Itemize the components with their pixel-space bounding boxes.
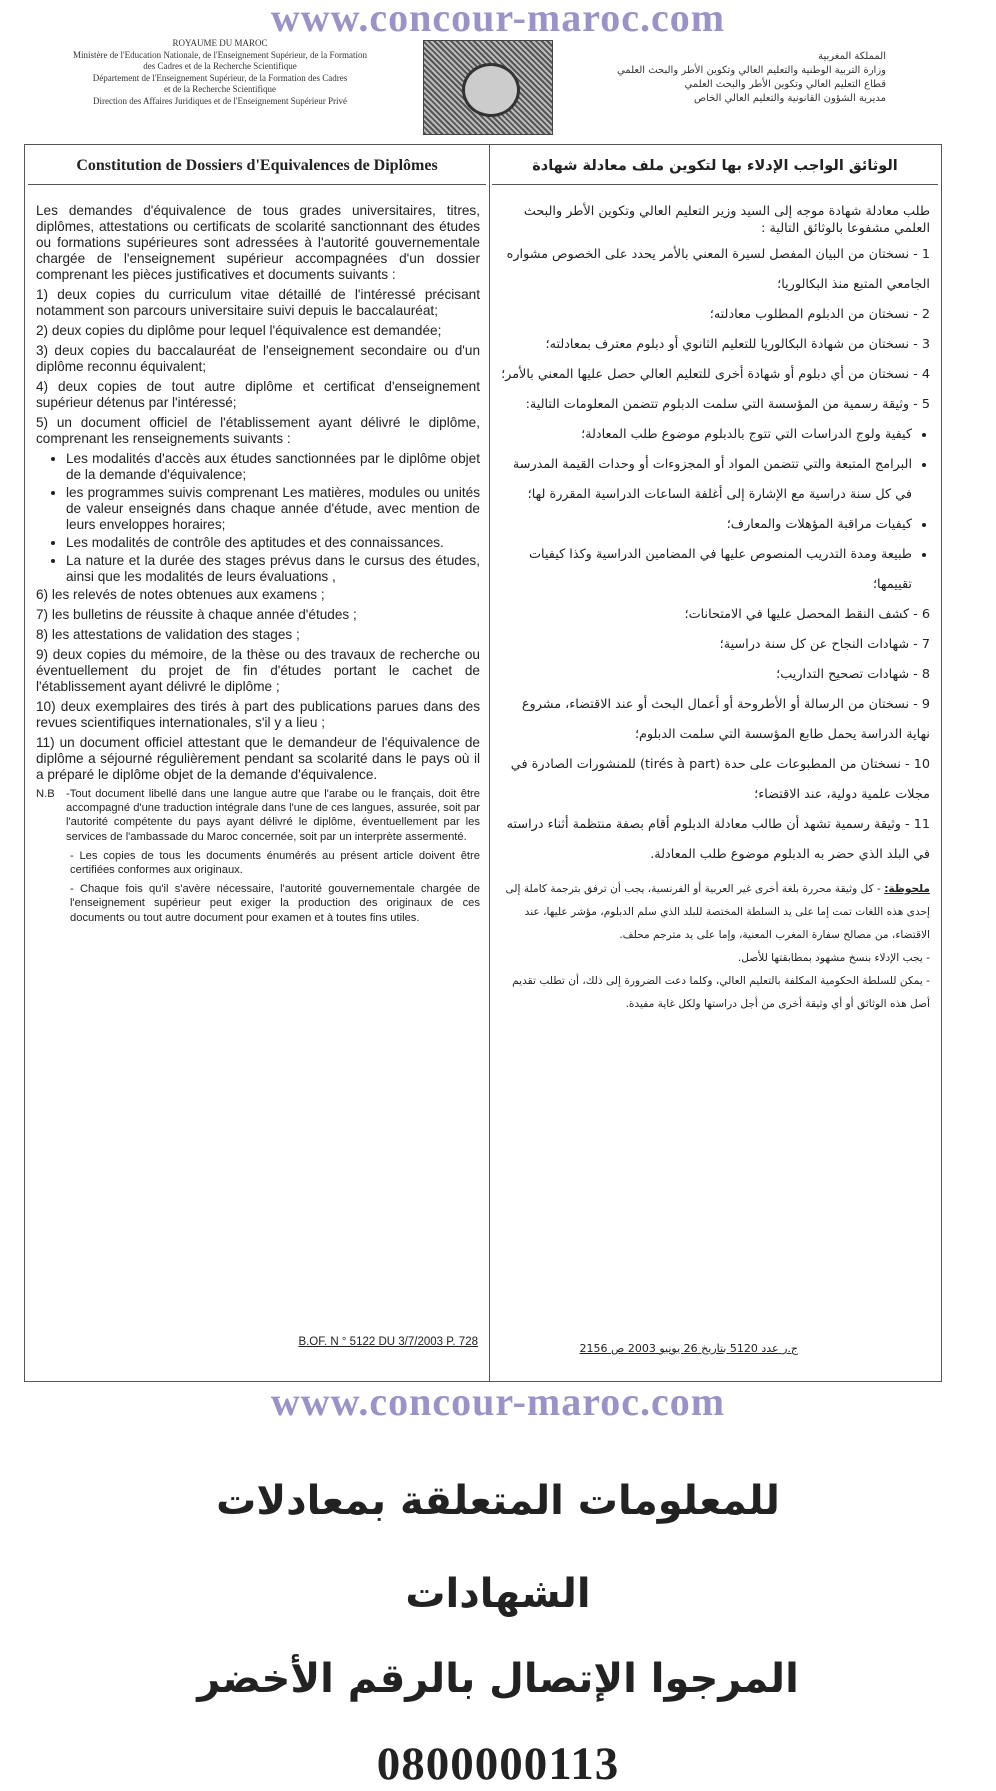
watermark-top: www.concour-maroc.com <box>270 0 726 40</box>
french-reference: B.OF. N ° 5122 DU 3/7/2003 P. 728 <box>298 1336 478 1348</box>
french-bullet: • La nature et la durée des stages prévus dans le cursus des études, ainsi que les modalités de leurs évaluations , <box>66 553 480 585</box>
french-item: 3) deux copies du baccalauréat de l'enseignement secondaire ou d'un diplôme reconnu équivalent; <box>36 343 480 374</box>
arabic-item: 11 - وثيقة رسمية تشهد أن طالب معادلة الدبلوم أقام بصفة منتظمة أثناء دراسته في البلد الذي حضر به الدبلوم موضوع طلب المعادلة. <box>506 817 930 862</box>
arabic-item: 9 - نسختان من الرسالة أو الأطروحة أو أعمال البحث أو عند الاقتضاء، مشروع نهاية الدراسة يحمل طابع المؤسسة التي سلمت الدبلوم؛ <box>521 697 930 742</box>
arabic-bullet: • كيفية ولوج الدراسات التي تتوج بالدبلوم موضوع طلب المعادلة؛ <box>498 420 912 450</box>
french-item: 4) deux copies de tout autre diplôme et certificat d'enseignement supérieur détenus par l'intéressé; <box>36 379 480 410</box>
header-left-line: Ministère de l'Education Nationale, de l'Enseignement Supérieur, de la Formation <box>72 49 368 60</box>
header-left-line: des Cadres et de la Recherche Scientifique <box>143 61 297 71</box>
french-note <box>36 787 480 925</box>
header-left-line: et de la Recherche Scientifique <box>164 84 276 94</box>
french-intro: Les demandes d'équivalence de tous grades universitaires, titres, diplômes, attestations ou certificats de scolarité sanctionnant des études ou formations supérieures sont adressées à l'autorité gouvernementale chargée de l'enseignement supérieur accompagnées d'un dossier comprenant les pièces justificatives et documents suivants : <box>36 203 480 282</box>
header-left-line: Département de l'Enseignement Supérieur, de la Formation des Cadres <box>92 72 348 83</box>
arabic-intro: طلب معادلة شهادة موجه إلى السيد وزير التعليم العالي وتكوين الأطر والبحث العلمي مشفوعا بالوثائق التالية : <box>523 204 930 236</box>
arabic-column <box>498 203 930 1016</box>
french-item: 10) deux exemplaires des tirés à part des publications parues dans des revues scientifiques internationales, s'il y a lieu ; <box>36 699 480 730</box>
french-note-text: -Tout document libellé dans une langue autre que l'arabe ou le français, doit être accompagné d'une traduction intégrale dans l'une de ces langues, assurée, soit par l'autorité compétente du pays ayant délivré le diplôme, éventuellement par les services de l'ambassade du Maroc concernée, soit par un interprète assermenté. <box>66 788 480 843</box>
arabic-item: 1 - نسختان من البيان المفصل لسيرة المعني بالأمر يحدد على الخصوص مشواره الجامعي المتبع منذ البكالوريا؛ <box>506 247 930 292</box>
arabic-title: الوثائق الواجب الإدلاء بها لتكوين ملف معادلة شهادة <box>492 148 938 185</box>
french-title: Constitution de Dossiers d'Equivalences de Diplômes <box>28 148 486 185</box>
french-bullet: • Les modalités de contrôle des aptitudes et des connaissances. <box>66 535 480 551</box>
french-note-sub: - Chaque fois qu'il s'avère nécessaire, l'autorité gouvernementale chargée de l'enseignement supérieur peut exiger la production des originaux de ces documents ou tout autre document pour examen et à toutes fins utiles. <box>70 883 480 924</box>
header-right-line: مديرية الشؤون القانونية والتعليم العالي الخاص <box>693 93 886 104</box>
arabic-item: 4 - نسختان من أي دبلوم أو شهادة أخرى للتعليم العالي حصل عليها المعني بالأمر؛ <box>501 367 930 382</box>
info-message-line1: للمعلومات المتعلقة بمعادلات <box>216 1478 780 1524</box>
french-item: 11) un document officiel attestant que le demandeur de l'équivalence de diplôme a séjourné régulièrement pendant sa scolarité dans le pays où il a préparé le diplôme objet de la demande d'équivalence. <box>36 735 480 782</box>
french-bullet: • Les modalités d'accès aux études sanctionnées par le diplôme objet de la demande d'équivalence; <box>66 451 480 483</box>
arabic-item: 6 - كشف النقط المحصل عليها في الامتحانات؛ <box>684 607 930 622</box>
french-column <box>36 203 480 925</box>
header-right <box>556 50 886 106</box>
french-item: 1) deux copies du curriculum vitae détaillé de l'intéressé précisant notamment son parcours universitaire suivi depuis le baccalauréat; <box>36 287 480 318</box>
header-right-line: وزارة التربية الوطنية والتعليم العالي وتكوين الأطر والبحث العلمي <box>616 65 886 76</box>
arabic-item: 5 - وثيقة رسمية من المؤسسة التي سلمت الدبلوم تتضمن المعلومات التالية: <box>525 397 930 412</box>
header-right-line: قطاع التعليم العالي وتكوين الأطر والبحث العلمي <box>684 79 886 90</box>
arabic-bullet-list <box>498 420 930 600</box>
french-bullet: • les programmes suivis comprenant Les matières, modules ou unités de valeur enseignés dans chaque année d'étude, avec mention de leurs enveloppes horaires; <box>66 485 480 533</box>
arabic-note-text: - كل وثيقة محررة بلغة أخرى غير العربية أو الفرنسية، يجب أن ترفق بترجمة كاملة إلى إحدى هذه اللغات تمت إما على يد السلطة المختصة للبلد الذي سلم الدبلوم، مؤشر عليها، عند الاقتضاء، من مصالح سفارة المغرب المعنية، وإما على يد مترجم محلف. <box>505 883 930 941</box>
arabic-note-sub: - يمكن للسلطة الحكومية المكلفة بالتعليم العالي، وكلما دعت الضرورة إلى ذلك، أن تطلب تقديم أصل هذه الوثائق أو أي وثيقة أخرى من أجل دراستها ولكل غاية مفيدة. <box>512 975 930 1010</box>
header-right-line: المملكة المغربية <box>818 51 886 62</box>
arabic-bullet: • كيفيات مراقبة المؤهلات والمعارف؛ <box>498 510 912 540</box>
header-left-line: Direction des Affaires Juridiques et de l'Enseignement Supérieur Privé <box>93 95 347 106</box>
arabic-note <box>498 878 930 1016</box>
french-item: 8) les attestations de validation des stages ; <box>36 627 300 642</box>
arabic-note-label: ملحوظة: <box>884 883 930 895</box>
arabic-item: 8 - شهادات تصحيح التداريب؛ <box>776 667 930 682</box>
column-divider <box>489 144 490 1382</box>
arabic-bullet: • البرامج المتبعة والتي تتضمن المواد أو المجزوءات أو وحدات القيمة المدرسة في كل سنة دراسية مع الإشارة إلى أغلفة الساعات الدراسية المقررة لها؛ <box>498 450 912 510</box>
arabic-item: 10 - نسختان من المطبوعات على حدة (tirés à part) للمنشورات الصادرة في مجلات علمية دولية، عند الاقتضاء؛ <box>510 757 930 802</box>
french-bullet-list <box>36 451 480 585</box>
phone-number: 0800000113 <box>376 1738 620 1790</box>
french-item: 6) les relevés de notes obtenues aux examens ; <box>36 587 325 602</box>
french-item: 7) les bulletins de réussite à chaque année d'études ; <box>36 607 357 622</box>
header-left <box>50 38 390 107</box>
french-item: 2) deux copies du diplôme pour lequel l'équivalence est demandée; <box>36 323 442 338</box>
ministry-seal-icon <box>423 40 553 135</box>
french-item: 9) deux copies du mémoire, de la thèse ou des travaux de recherche ou éventuellement du projet de fin d'études portant le cachet de l'établissement ayant délivré le diplôme ; <box>36 647 480 694</box>
arabic-item: 7 - شهادات النجاح عن كل سنة دراسية؛ <box>719 637 930 652</box>
header-left-line: ROYAUME DU MAROC <box>172 38 268 48</box>
french-item: 5) un document officiel de l'établissement ayant délivré le diplôme, comprenant les renseignements suivants : <box>36 415 480 446</box>
arabic-reference: ج.ر عدد 5120 بتاريخ 26 يونيو 2003 ص 2156 <box>579 1342 798 1355</box>
arabic-item: 3 - نسختان من شهادة البكالوريا للتعليم الثانوي أو دبلوم معترف بمعادلته؛ <box>545 337 930 352</box>
french-note-label: N.B <box>36 788 55 800</box>
info-message-line2: الشهادات <box>405 1571 591 1617</box>
info-message-line3: المرجوا الإتصال بالرقم الأخضر <box>197 1656 799 1702</box>
arabic-note-sub: - يجب الإدلاء بنسخ مشهود بمطابقتها للأصل. <box>737 952 930 964</box>
arabic-item: 2 - نسختان من الدبلوم المطلوب معادلته؛ <box>709 307 930 322</box>
arabic-bullet: • طبيعة ومدة التدريب المنصوص عليها في المضامين الدراسية وكذا كيفيات تقييمها؛ <box>498 540 912 600</box>
watermark-bottom: www.concour-maroc.com <box>270 1379 726 1424</box>
french-note-sub: - Les copies de tous les documents énumérés au présent article doivent être certifiées conformes aux originaux. <box>70 849 480 877</box>
